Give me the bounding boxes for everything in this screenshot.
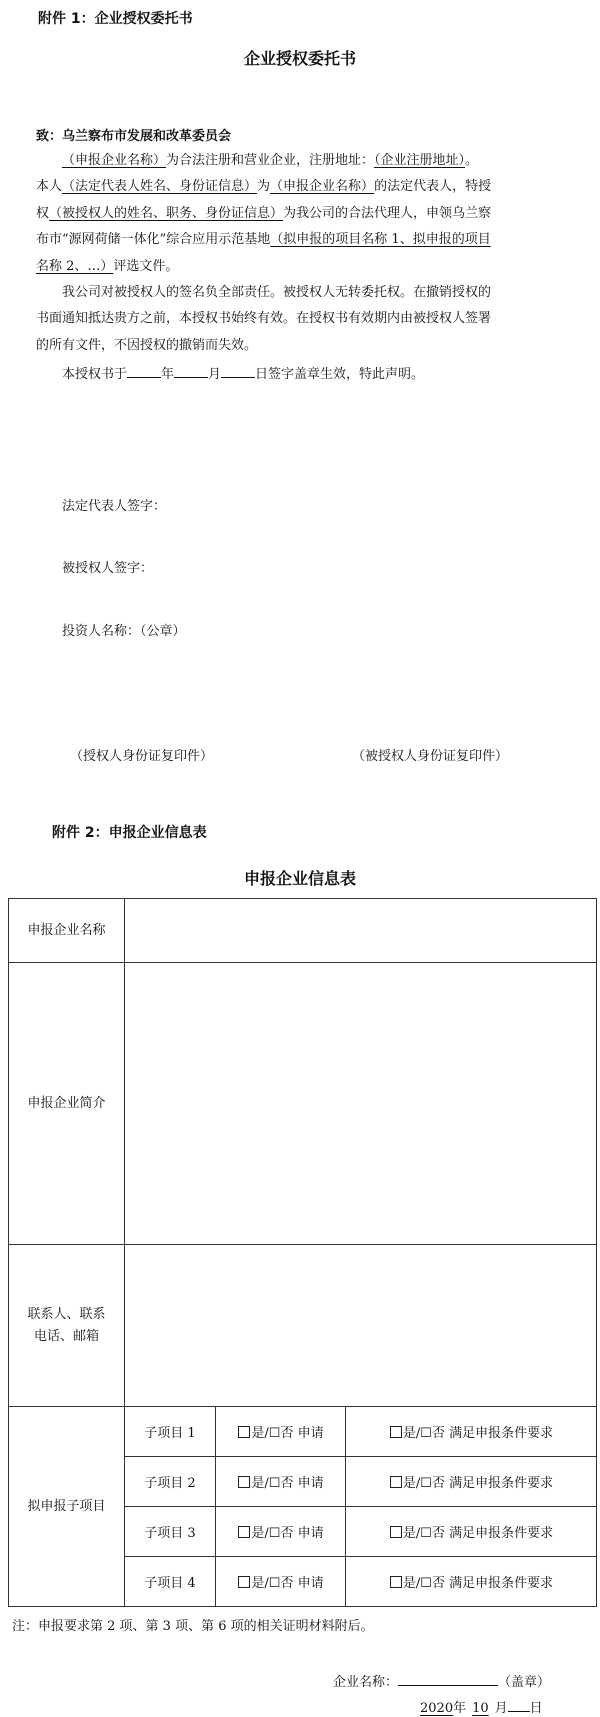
label-company-name: 申报企业名称 [9, 899, 125, 963]
subproject-meets [346, 1507, 597, 1557]
input-company-name[interactable] [125, 899, 597, 963]
subproject-apply [216, 1507, 346, 1557]
month-unit: 月 [494, 1701, 508, 1716]
subproject-name: 子项目 2 [125, 1457, 216, 1507]
field-company-name: （申报企业名称） [62, 153, 167, 168]
text-segment: 。 [465, 153, 479, 168]
checkbox-icon[interactable] [238, 1426, 250, 1438]
subproject-meets [346, 1557, 597, 1607]
company-info-table [8, 898, 597, 1607]
subproject-apply [216, 1457, 346, 1507]
subproject-meets [346, 1407, 597, 1457]
checkbox-icon[interactable] [238, 1576, 250, 1588]
info-table-title: 申报企业信息表 [243, 869, 356, 888]
company-name-blank[interactable] [398, 1671, 498, 1686]
subproject-meets-text: 是/☐否 满足申报条件要求 [402, 1576, 554, 1591]
checkbox-icon[interactable] [390, 1426, 402, 1438]
table-row [9, 963, 597, 1245]
table-row [9, 1245, 597, 1407]
field-registered-address: （企业注册地址） [374, 153, 466, 168]
table-note: 注：申报要求第 2 项、第 3 项、第 6 项的相关证明材料附后。 [12, 1619, 374, 1634]
paragraph-2 [36, 280, 596, 359]
blank-day[interactable] [221, 363, 255, 378]
paragraph-1-line-3 [36, 201, 596, 227]
field-project-names-cont: 名称 2、…） [36, 258, 114, 274]
paragraph-1 [36, 148, 596, 280]
blank-year[interactable] [127, 363, 161, 378]
subproject-apply [216, 1407, 346, 1457]
field-project-names: （拟申报的项目名称 1、拟申报的项目 [270, 232, 491, 248]
label-contact-line-2: 电话、邮箱 [33, 1328, 99, 1344]
paragraph-1-line-5 [36, 254, 596, 280]
text-segment: 布市“源网荷储一体化”综合应用示范基地 [36, 232, 271, 248]
subproject-apply-text: 是/☐否 申请 [251, 1426, 324, 1441]
text-segment: 的法定代表人，特授 [374, 179, 492, 195]
day-unit: 日 [529, 1701, 543, 1716]
seal-label: （盖章） [498, 1675, 551, 1690]
sign-month: 10 [472, 1701, 489, 1716]
document-title: 企业授权委托书 [243, 49, 356, 68]
subproject-name: 子项目 4 [125, 1557, 216, 1607]
attachment-2-heading: 附件 2：申报企业信息表 [52, 825, 207, 841]
year-unit: 年 [453, 1701, 467, 1716]
blank-month[interactable] [174, 363, 208, 378]
addressee: 致：乌兰察布市发展和改革委员会 [36, 129, 232, 144]
table-row [9, 1407, 597, 1457]
text-segment: 本授权书于 [62, 367, 128, 382]
text-segment: 日签字盖章生效，特此声明。 [255, 367, 425, 382]
input-contact[interactable] [125, 1245, 597, 1407]
subproject-name: 子项目 3 [125, 1507, 216, 1557]
paragraph-1-line-4 [36, 227, 596, 253]
text-segment: 评选文件。 [113, 258, 179, 274]
field-legal-rep-info: （法定代表人姓名、身份证信息） [62, 179, 258, 195]
text-segment: 为合法注册和营业企业，注册地址： [166, 153, 375, 168]
subproject-apply [216, 1557, 346, 1607]
sign-date-line [420, 1697, 543, 1716]
paragraph-2-line-3: 的所有文件，不因授权的撤销而失效。 [36, 337, 258, 353]
checkbox-icon[interactable] [238, 1476, 250, 1488]
subproject-apply-text: 是/☐否 申请 [251, 1526, 324, 1541]
text-segment: 权 [36, 205, 50, 221]
subproject-meets-text: 是/☐否 满足申报条件要求 [402, 1426, 554, 1441]
label-contact-line-1: 联系人、联系 [27, 1306, 106, 1322]
paragraph-1-line-1 [36, 148, 596, 174]
investor-seal-label: 投资人名称：（公章） [62, 624, 186, 639]
checkbox-icon[interactable] [390, 1576, 402, 1588]
table-row [9, 899, 597, 963]
attachment-1-heading: 附件 1：企业授权委托书 [38, 11, 193, 27]
text-segment: 为我公司的合法代理人，申领乌兰察 [283, 205, 492, 221]
text-segment: 年 [161, 367, 175, 382]
paragraph-2-line-2: 书面通知抵达贵方之前，本授权书始终有效。在授权书有效期内由被授权人签署 [36, 311, 492, 327]
checkbox-icon[interactable] [390, 1526, 402, 1538]
text-segment: 月 [208, 367, 222, 382]
sign-year: 2020 [420, 1701, 454, 1716]
subproject-meets-text: 是/☐否 满足申报条件要求 [402, 1526, 554, 1541]
sign-day-blank[interactable] [508, 1697, 530, 1712]
subproject-meets [346, 1457, 597, 1507]
checkbox-icon[interactable] [238, 1526, 250, 1538]
company-label: 企业名称： [333, 1675, 399, 1690]
input-company-intro[interactable] [125, 963, 597, 1245]
authorized-id-copy: （被授权人身份证复印件） [352, 749, 509, 764]
authorized-signature-label: 被授权人签字： [62, 561, 154, 576]
label-company-intro: 申报企业简介 [9, 963, 125, 1245]
subproject-meets-text: 是/☐否 满足申报条件要求 [402, 1476, 554, 1491]
authorizer-id-copy: （授权人身份证复印件） [70, 749, 214, 764]
subproject-apply-text: 是/☐否 申请 [251, 1576, 324, 1591]
subproject-name: 子项目 1 [125, 1407, 216, 1457]
label-contact [9, 1245, 125, 1407]
paragraph-2-line-1: 我公司对被授权人的签名负全部责任。被授权人无转委托权。在撤销授权的 [62, 285, 492, 300]
paragraph-1-line-2 [36, 174, 596, 200]
legal-rep-signature-label: 法定代表人签字： [62, 499, 167, 514]
company-signature-line [333, 1671, 550, 1690]
subproject-apply-text: 是/☐否 申请 [251, 1476, 324, 1491]
field-authorized-person-info: （被授权人的姓名、职务、身份证信息） [49, 205, 284, 221]
effective-date-line [62, 362, 424, 388]
text-segment: 为 [257, 179, 271, 195]
checkbox-icon[interactable] [390, 1476, 402, 1488]
text-segment: 本人 [36, 179, 63, 195]
field-company-name: （申报企业名称） [270, 179, 375, 195]
label-subprojects: 拟申报子项目 [9, 1407, 125, 1607]
